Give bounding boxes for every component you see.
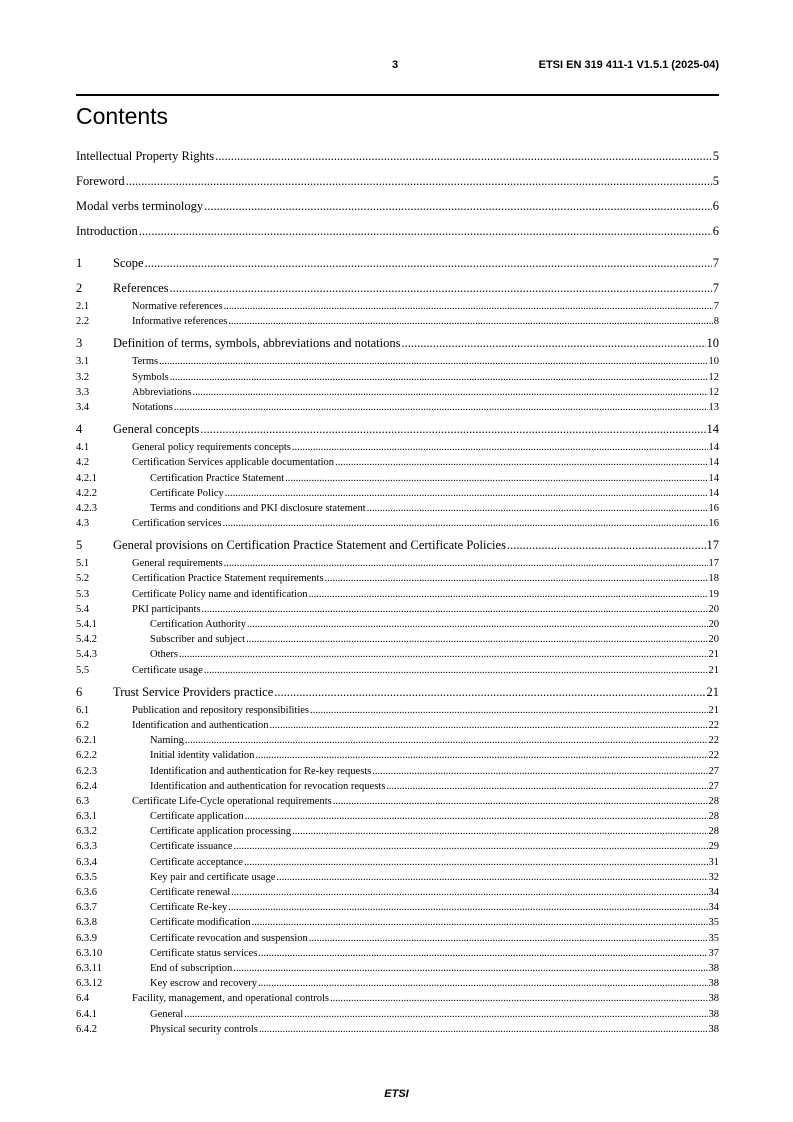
toc-entry-number: 2.1 (76, 301, 90, 312)
toc-leader-dots (234, 839, 708, 854)
toc-entry-page: 7 (712, 256, 719, 270)
toc-entry-page: 20 (708, 634, 719, 646)
toc-entry-page: 14 (708, 457, 719, 469)
toc-leader-dots (224, 299, 713, 314)
toc-entry[interactable] (76, 809, 719, 824)
toc-leader-dots (386, 779, 707, 794)
toc-entry-page: 14 (708, 442, 719, 454)
toc-entry-number: 3.4 (76, 401, 90, 413)
toc-entry[interactable] (76, 885, 719, 900)
toc-entry-number: 4.2.1 (76, 472, 97, 484)
toc-entry-title: Foreword (76, 174, 125, 188)
toc-leader-dots (231, 885, 707, 900)
toc-leader-dots (193, 385, 708, 400)
toc-entry-title: Trust Service Providers practice (113, 684, 274, 699)
toc-entry-number: 6.3.1 (76, 811, 97, 823)
toc-entry-title: Initial identity validation (150, 750, 255, 762)
toc-entry-title: Intellectual Property Rights (76, 149, 215, 163)
toc-entry[interactable] (76, 354, 719, 369)
toc-entry-title: General requirements (132, 558, 223, 570)
toc-entry[interactable] (76, 571, 719, 586)
toc-leader-dots (159, 354, 707, 369)
toc-entry-page: 21 (708, 664, 719, 676)
toc-leader-dots (274, 685, 705, 700)
toc-entry-title: General provisions on Certification Practice Statement and Certificate Policies (113, 538, 506, 553)
toc-entry[interactable] (76, 299, 719, 314)
toc-entry-page: 14 (708, 472, 719, 484)
toc-entry-title: End of subscription (150, 962, 233, 974)
toc-entry[interactable] (76, 663, 719, 678)
toc-leader-dots (292, 824, 707, 839)
toc-entry-page: 7 (713, 301, 719, 312)
toc-leader-dots (292, 440, 708, 455)
toc-leader-dots (244, 855, 708, 870)
toc-leader-dots (126, 174, 712, 189)
toc-entry[interactable] (76, 1007, 719, 1022)
header-rule (76, 94, 719, 96)
toc-entry-page: 5 (712, 174, 719, 188)
toc-entry-number: 3.1 (76, 356, 90, 368)
toc-entry[interactable] (76, 422, 719, 440)
toc-entry-page: 17 (706, 538, 719, 553)
toc-entry[interactable] (76, 486, 719, 501)
toc-entry-page: 20 (708, 619, 719, 630)
toc-leader-dots (276, 870, 707, 885)
page-title: Contents (76, 103, 169, 129)
toc-entry[interactable] (76, 748, 719, 763)
toc-entry[interactable] (76, 946, 719, 961)
toc-entry-title: Certificate application (150, 811, 244, 823)
toc-leader-dots (330, 991, 707, 1006)
toc-entry[interactable] (76, 336, 719, 354)
toc-entry[interactable] (76, 516, 719, 531)
toc-entry[interactable] (76, 602, 719, 617)
toc-leader-dots (185, 733, 708, 748)
toc-leader-dots (228, 900, 707, 915)
toc-entry-number: 6.3.11 (76, 962, 102, 974)
toc-entry-title: Certification Practice Statement (150, 472, 285, 484)
document-id: ETSI EN 319 411-1 V1.5.1 (2025-04) (538, 59, 719, 71)
toc-entry-title: Certificate Policy name and identification (132, 588, 308, 600)
toc-entry-page: 37 (708, 947, 719, 959)
toc-entry-number: 6.3.5 (76, 871, 97, 883)
toc-entry-number: 5.3 (76, 588, 90, 600)
toc-entry-page: 6 (712, 224, 719, 238)
toc-leader-dots (325, 571, 708, 586)
toc-entry-title: Notations (132, 401, 173, 413)
toc-entry[interactable] (76, 149, 719, 174)
toc-leader-dots (285, 471, 707, 486)
toc-entry-title: General concepts (113, 422, 200, 437)
toc-entry-page: 22 (708, 750, 719, 762)
toc-entry-title: Terms (132, 356, 159, 368)
toc-entry-number: 5.2 (76, 573, 90, 585)
toc-entry-title: Publication and repository responsibilities (132, 704, 310, 716)
toc-entry-title: Certificate application processing (150, 826, 292, 838)
toc-entry-page: 38 (708, 978, 719, 990)
toc-leader-dots (335, 455, 707, 470)
toc-entry-title: General policy requirements concepts (132, 442, 291, 454)
toc-leader-dots (258, 976, 708, 991)
toc-entry-title: Certificate revocation and suspension (150, 932, 308, 944)
toc-entry-number: 6 (76, 684, 83, 699)
toc-entry[interactable] (76, 870, 719, 885)
toc-entry[interactable] (76, 471, 719, 486)
toc-entry-page: 38 (708, 1023, 719, 1035)
toc-entry-title: Facility, management, and operational controls (132, 993, 330, 1005)
toc-entry-number: 3 (76, 336, 83, 351)
toc-entry-title: Certification Authority (150, 619, 246, 630)
toc-entry-page: 10 (706, 336, 719, 351)
toc-entry-page: 31 (708, 856, 719, 868)
toc-leader-dots (204, 199, 712, 214)
toc-entry-number: 5.4 (76, 603, 90, 615)
toc-entry-title: Identification and authentication for revocation requests (150, 780, 386, 792)
toc-entry-number: 6.3.4 (76, 856, 97, 868)
toc-entry[interactable] (76, 824, 719, 839)
toc-entry-page: 35 (708, 917, 719, 929)
toc-leader-dots (258, 946, 707, 961)
toc-entry-title: Symbols (132, 371, 169, 383)
toc-entry[interactable] (76, 385, 719, 400)
toc-entry-page: 14 (706, 422, 719, 437)
toc-entry[interactable] (76, 703, 719, 718)
toc-entry[interactable] (76, 764, 719, 779)
toc-entry-number: 4.3 (76, 518, 90, 530)
toc-entry-page: 29 (708, 841, 719, 853)
toc-entry-page: 17 (708, 558, 719, 570)
toc-entry-title: Certification services (132, 518, 222, 530)
toc-entry-page: 19 (708, 588, 719, 600)
toc-entry-title: Certificate issuance (150, 841, 233, 853)
toc-entry[interactable] (76, 855, 719, 870)
toc-leader-dots (246, 632, 707, 647)
toc-entry[interactable] (76, 370, 719, 385)
page-header (76, 58, 719, 72)
toc-entry-page: 16 (708, 502, 719, 514)
toc-entry-page: 21 (706, 684, 719, 699)
toc-entry-number: 5.1 (76, 558, 90, 570)
toc-leader-dots (247, 617, 708, 632)
toc-leader-dots (269, 718, 707, 733)
toc-entry[interactable] (76, 281, 719, 299)
toc-leader-dots (309, 587, 708, 602)
toc-entry-title: Modal verbs terminology (76, 199, 204, 213)
toc-entry-number: 5.4.3 (76, 649, 97, 661)
toc-entry-number: 4.2 (76, 457, 90, 469)
toc-entry-number: 2 (76, 281, 83, 295)
toc-entry[interactable] (76, 587, 719, 602)
toc-entry-title: Identification and authentication (132, 719, 269, 731)
toc-entry-page: 28 (708, 811, 719, 823)
toc-leader-dots (309, 931, 708, 946)
toc-leader-dots (174, 400, 708, 415)
toc-entry-page: 8 (713, 316, 719, 328)
toc-entry-page: 5 (712, 149, 719, 163)
toc-entry-title: Scope (113, 256, 144, 270)
toc-entry-title: Normative references (132, 301, 223, 312)
toc-entry[interactable] (76, 718, 719, 733)
toc-entry-title: Informative references (132, 316, 228, 328)
toc-entry-title: Certification Services applicable documentation (132, 457, 335, 469)
toc-entry-number: 5.4.1 (76, 619, 97, 630)
toc-entry-number: 6.4.1 (76, 1008, 97, 1020)
toc-entry-page: 18 (708, 573, 719, 585)
toc-entry[interactable] (76, 632, 719, 647)
toc-entry-page: 16 (708, 518, 719, 530)
toc-leader-dots (225, 486, 708, 501)
toc-entry-title: Others (150, 649, 178, 661)
toc-entry-title: Certificate usage (132, 664, 203, 676)
toc-entry[interactable] (76, 961, 719, 976)
toc-entry-page: 22 (708, 719, 719, 731)
toc-entry-number: 3.3 (76, 386, 90, 398)
toc-entry[interactable] (76, 256, 719, 274)
toc-entry[interactable] (76, 794, 719, 809)
toc-leader-dots (202, 602, 708, 617)
toc-entry-number: 6.1 (76, 704, 90, 716)
toc-entry-page: 22 (708, 735, 719, 747)
toc-entry[interactable] (76, 976, 719, 991)
toc-entry-title: Definition of terms, symbols, abbreviations and notations (113, 336, 401, 351)
toc-entry-title: Subscriber and subject (150, 634, 246, 646)
toc-entry[interactable] (76, 199, 719, 224)
toc-entry-page: 28 (708, 795, 719, 807)
toc-entry-number: 2.2 (76, 316, 90, 328)
toc-entry-page: 34 (708, 902, 719, 914)
toc-leader-dots (310, 703, 707, 718)
toc-entry-number: 5 (76, 538, 83, 553)
toc-entry-page: 32 (708, 871, 719, 883)
toc-entry-number: 6.2.2 (76, 750, 97, 762)
toc-leader-dots (170, 370, 708, 385)
toc-entry[interactable] (76, 314, 719, 329)
toc-entry[interactable] (76, 647, 719, 662)
toc-entry-title: Certificate Re-key (150, 902, 228, 914)
toc-entry-number: 6.2.4 (76, 780, 97, 792)
toc-leader-dots (215, 149, 712, 164)
toc-entry[interactable] (76, 617, 719, 632)
toc-leader-dots (252, 915, 708, 930)
toc-entry-page: 12 (708, 386, 719, 398)
toc-entry-number: 6.4 (76, 993, 90, 1005)
toc-leader-dots (170, 281, 712, 296)
toc-entry-page: 21 (708, 704, 719, 716)
toc-entry[interactable] (76, 931, 719, 946)
toc-entry-title: Abbreviations (132, 386, 192, 398)
toc-entry-page: 10 (708, 356, 719, 368)
toc-entry-title: PKI participants (132, 603, 201, 615)
toc-entry-page: 27 (708, 780, 719, 792)
toc-entry[interactable] (76, 839, 719, 854)
toc-entry-number: 5.4.2 (76, 634, 97, 646)
toc-entry[interactable] (76, 900, 719, 915)
toc-entry-number: 4 (76, 422, 83, 437)
toc-entry-title: References (113, 281, 169, 295)
toc-entry-number: 1 (76, 256, 83, 270)
toc-entry-page: 21 (708, 649, 719, 661)
page-number: 3 (392, 59, 399, 71)
toc-entry-number: 6.3.7 (76, 902, 97, 914)
toc-leader-dots (245, 809, 708, 824)
toc-entry-number: 5.5 (76, 664, 90, 676)
toc-entry[interactable] (76, 224, 719, 249)
toc-leader-dots (507, 538, 706, 553)
toc-entry[interactable] (76, 685, 719, 703)
toc-entry[interactable] (76, 1022, 719, 1037)
toc-entry-page: 27 (708, 765, 719, 777)
toc-leader-dots (372, 764, 707, 779)
toc-entry-page: 13 (708, 401, 719, 413)
toc-leader-dots (139, 224, 712, 239)
toc-entry[interactable] (76, 538, 719, 556)
toc-entry-number: 6.3.2 (76, 826, 97, 838)
toc-leader-dots (179, 647, 708, 662)
toc-leader-dots (145, 256, 712, 271)
toc-entry[interactable] (76, 779, 719, 794)
toc-entry-page: 14 (708, 487, 719, 499)
toc-entry-title: Terms and conditions and PKI disclosure statement (150, 502, 366, 514)
toc-leader-dots (367, 501, 708, 516)
toc-entry-title: Naming (150, 735, 184, 747)
toc-entry-page: 20 (708, 603, 719, 615)
toc-entry[interactable] (76, 174, 719, 199)
toc-entry-number: 4.2.3 (76, 502, 97, 514)
toc-entry-title: Certificate renewal (150, 887, 231, 898)
toc-entry-number: 4.1 (76, 442, 90, 454)
toc-entry-page: 35 (708, 932, 719, 944)
toc-leader-dots (333, 794, 708, 809)
toc-entry-title: Introduction (76, 224, 138, 238)
toc-entry-page: 12 (708, 371, 719, 383)
toc-entry-number: 6.3.8 (76, 917, 97, 929)
toc-entry-title: Identification and authentication for Re-key requests (150, 765, 372, 777)
toc-entry-page: 38 (708, 962, 719, 974)
toc-entry-title: Certification Practice Statement requirements (132, 573, 324, 585)
toc-leader-dots (255, 748, 707, 763)
toc-leader-dots (204, 663, 708, 678)
toc-entry-page: 34 (708, 887, 719, 898)
toc-entry-title: Key escrow and recovery (150, 978, 257, 990)
toc-entry[interactable] (76, 556, 719, 571)
toc-entry-number: 6.3.12 (76, 978, 103, 990)
toc-entry[interactable] (76, 915, 719, 930)
toc-entry-page: 6 (712, 199, 719, 213)
table-of-contents (76, 149, 719, 1037)
toc-entry-title: Certificate modification (150, 917, 251, 929)
toc-entry-page: 28 (708, 826, 719, 838)
toc-leader-dots (224, 556, 708, 571)
toc-entry-page: 7 (712, 281, 719, 295)
toc-entry-title: Certificate Policy (150, 487, 224, 499)
toc-entry-number: 6.3.3 (76, 841, 97, 853)
toc-leader-dots (233, 961, 707, 976)
toc-entry-title: Certificate status services (150, 947, 258, 959)
toc-leader-dots (259, 1022, 708, 1037)
toc-entry-number: 3.2 (76, 371, 90, 383)
toc-entry-number: 6.2 (76, 719, 90, 731)
toc-entry[interactable] (76, 733, 719, 748)
toc-entry-number: 6.2.1 (76, 735, 97, 747)
toc-entry-number: 6.3.6 (76, 887, 97, 898)
toc-entry[interactable] (76, 440, 719, 455)
toc-entry-number: 6.3.10 (76, 947, 103, 959)
toc-leader-dots (228, 314, 712, 329)
toc-leader-dots (401, 336, 705, 351)
toc-entry[interactable] (76, 400, 719, 415)
toc-entry[interactable] (76, 991, 719, 1006)
toc-leader-dots (223, 516, 708, 531)
toc-entry-page: 38 (708, 993, 719, 1005)
toc-entry[interactable] (76, 455, 719, 470)
toc-entry-title: Key pair and certificate usage (150, 871, 276, 883)
footer-logo-text: ETSI (384, 1088, 409, 1100)
toc-entry-title: Certificate acceptance (150, 856, 243, 868)
toc-leader-dots (184, 1007, 707, 1022)
toc-entry-number: 6.2.3 (76, 765, 97, 777)
toc-entry-title: General (150, 1008, 184, 1020)
toc-leader-dots (200, 422, 705, 437)
toc-entry-number: 6.3.9 (76, 932, 97, 944)
toc-entry[interactable] (76, 501, 719, 516)
toc-entry-title: Certificate Life-Cycle operational requirements (132, 795, 332, 807)
toc-entry-number: 6.3 (76, 795, 90, 807)
toc-entry-number: 6.4.2 (76, 1023, 97, 1035)
toc-entry-page: 38 (708, 1008, 719, 1020)
toc-entry-number: 4.2.2 (76, 487, 97, 499)
toc-entry-title: Physical security controls (150, 1023, 258, 1035)
